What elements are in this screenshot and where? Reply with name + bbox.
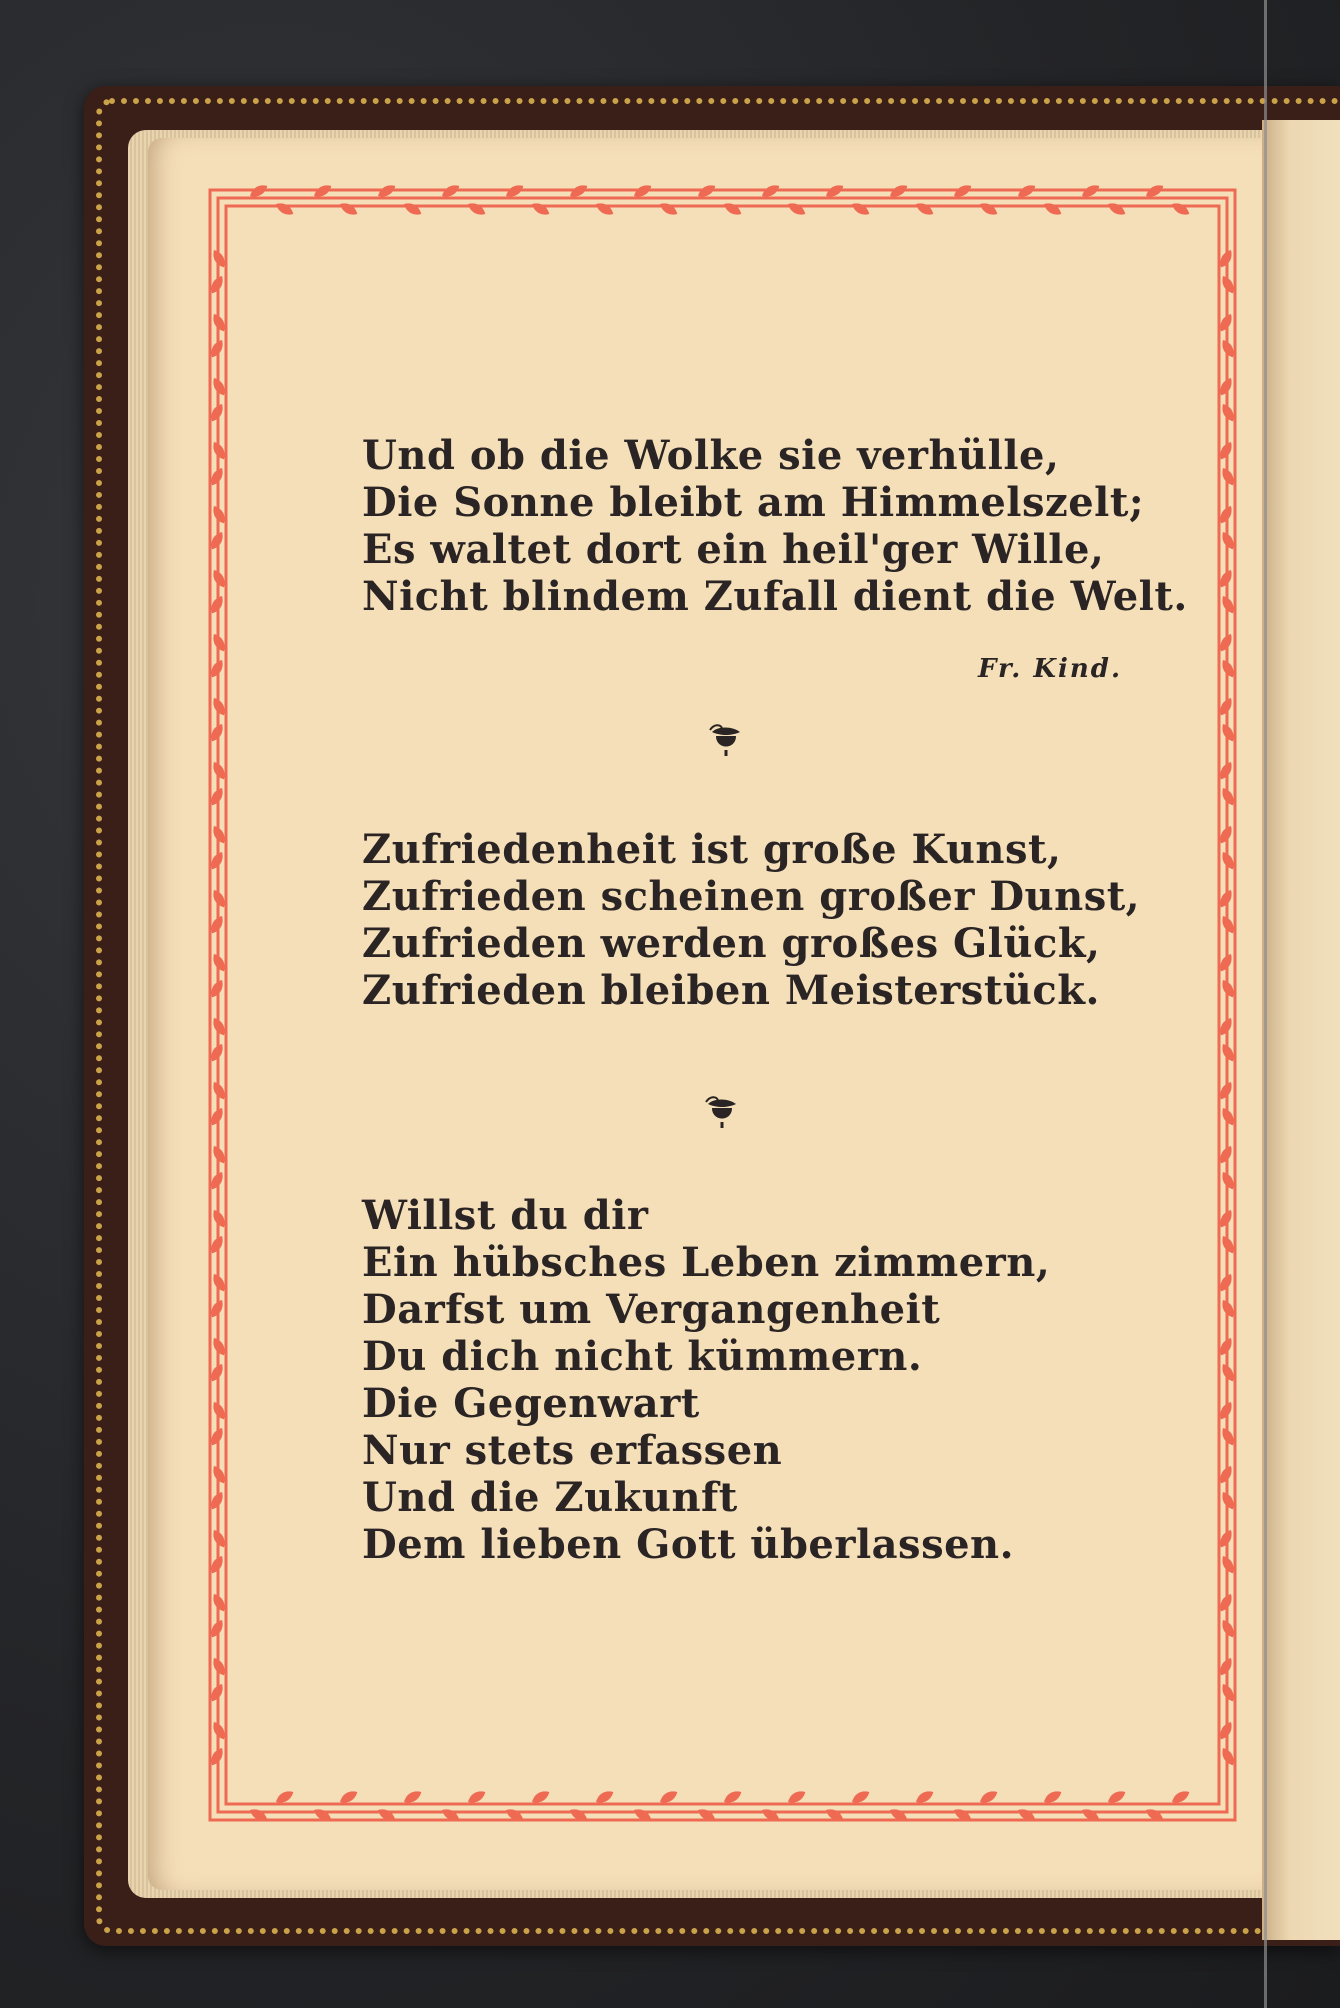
poem-1-line-3: Es waltet dort ein heil'ger Wille,	[362, 526, 1105, 573]
acorn-ornament-icon	[702, 1094, 742, 1130]
vine-leaf	[786, 200, 808, 218]
poem-1-line-2: Die Sonne bleibt am Himmelszelt;	[362, 479, 1145, 526]
poem-2-line-4: Zufrieden bleiben Meisterstück.	[362, 967, 1100, 1014]
poem-2-line-1: Zufriedenheit ist große Kunst,	[362, 826, 1062, 873]
poem-2-line-3: Zufrieden werden großes Glück,	[362, 920, 1101, 967]
vine-leaf	[338, 200, 360, 218]
vine-leaf	[402, 200, 424, 218]
vine-leaf	[850, 200, 872, 218]
poem-2	[362, 826, 1141, 1014]
poem-3-line-7: Und die Zukunft	[362, 1474, 738, 1521]
vine-leaf	[1042, 200, 1064, 218]
acorn-ornament-icon	[706, 722, 746, 758]
poem-3-line-2: Ein hübsches Leben zimmern,	[362, 1239, 1051, 1286]
vine-leaf	[274, 200, 296, 218]
poem-1	[362, 432, 1188, 684]
vine-leaf	[658, 200, 680, 218]
vine-leaf	[914, 200, 936, 218]
poem-3-line-5: Die Gegenwart	[362, 1380, 700, 1427]
poem-3-line-1: Willst du dir	[362, 1192, 649, 1239]
vine-leaf	[594, 200, 616, 218]
vine-leaf	[978, 200, 1000, 218]
poem-1-line-1: Und ob die Wolke sie verhülle,	[362, 432, 1060, 479]
poem-2-line-2: Zufrieden scheinen großer Dunst,	[362, 873, 1141, 920]
poem-3-line-6: Nur stets erfassen	[362, 1427, 783, 1474]
poem-3-line-3: Darfst um Vergangenheit	[362, 1286, 941, 1333]
poem-1-line-4: Nicht blindem Zufall dient die Welt.	[362, 573, 1188, 620]
poem-1-author: Fr. Kind.	[977, 654, 1122, 684]
vine-leaf	[466, 200, 488, 218]
vine-leaf	[530, 200, 552, 218]
vine-leaf	[722, 200, 744, 218]
poem-3-line-4: Du dich nicht kümmern.	[362, 1333, 923, 1380]
vine-leaf	[1106, 200, 1128, 218]
poem-3	[362, 1192, 1122, 1568]
vine-leaf	[1170, 200, 1192, 218]
poem-3-line-8: Dem lieben Gott überlassen.	[362, 1521, 1015, 1568]
